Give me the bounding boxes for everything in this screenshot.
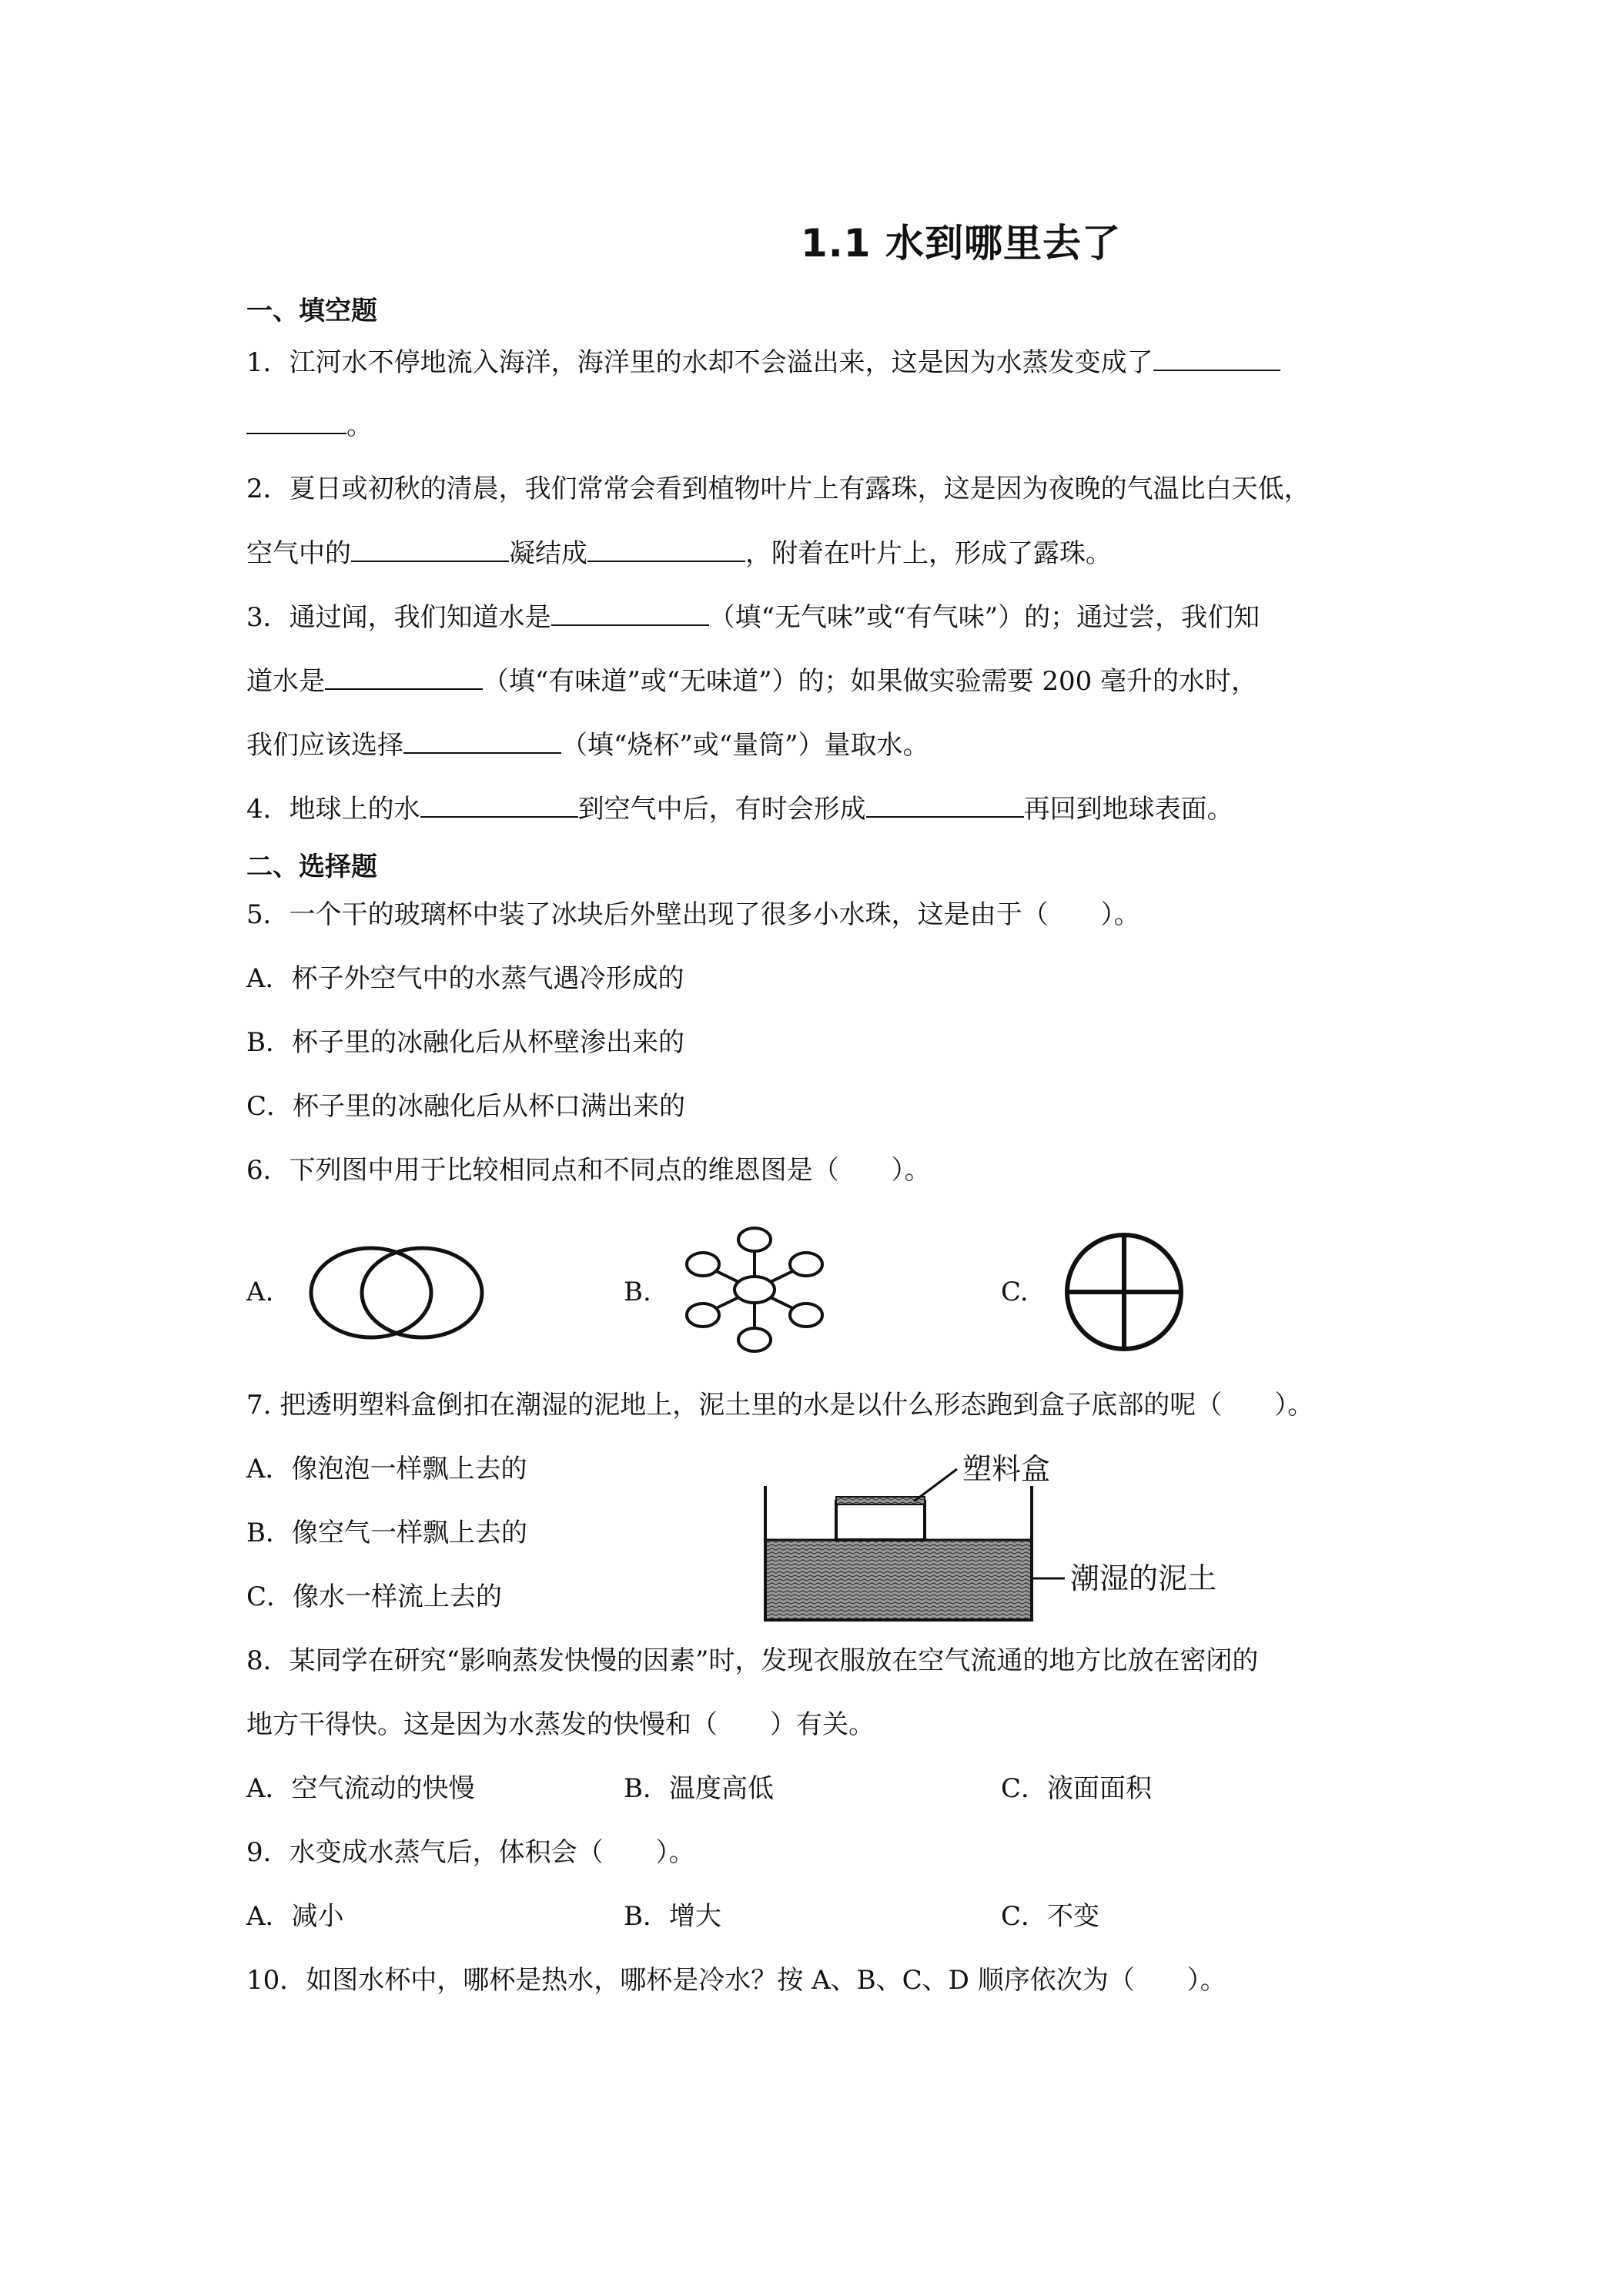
q2-text-a: 空气中的 (246, 538, 351, 569)
q6-option-c[interactable]: C. (1001, 1277, 1029, 1307)
q6-stem: 6．下列图中用于比较相同点和不同点的维恩图是（ ）。 (246, 1155, 931, 1186)
q9-option-b[interactable]: B．增大 (624, 1901, 721, 1932)
q3-text-c: 道水是 (246, 666, 325, 697)
q7-option-a[interactable]: A．像泡泡一样飘上去的 (246, 1454, 527, 1484)
venn-diagram-figure (308, 1243, 485, 1344)
q4-blank-2[interactable] (866, 793, 1024, 818)
q8-option-b[interactable]: B．温度高低 (624, 1773, 774, 1804)
q7-option-c[interactable]: C．像水一样流上去的 (246, 1581, 503, 1612)
q5-stem: 5．一个干的玻璃杯中装了冰块后外壁出现了很多小水珠，这是由于（ ）。 (246, 899, 1140, 930)
q10-stem: 10．如图水杯中，哪杯是热水，哪杯是冷水？按 A、B、C、D 顺序依次为（ ）。 (246, 1965, 1226, 1996)
bubble-map-figure (681, 1224, 828, 1355)
q8-line2: 地方干得快。这是因为水蒸发的快慢和（ ）有关。 (246, 1709, 875, 1740)
q2-text-b: 凝结成 (509, 538, 587, 569)
q3-text-a: 3．通过闻，我们知道水是 (246, 602, 551, 633)
q7-option-b[interactable]: B．像空气一样飘上去的 (246, 1518, 527, 1548)
q5-option-b[interactable]: B．杯子里的冰融化后从杯壁渗出来的 (246, 1027, 684, 1058)
q4-text-a: 4．地球上的水 (246, 794, 420, 825)
q5-option-c[interactable]: C．杯子里的冰融化后从杯口满出来的 (246, 1091, 686, 1122)
q1-text: 1．江河水不停地流入海洋，海洋里的水却不会溢出来，这是因为水蒸发变成了 (246, 347, 1153, 378)
q4-blank-1[interactable] (420, 793, 578, 818)
q3-text-e: 我们应该选择 (246, 730, 403, 761)
q8-option-a[interactable]: A．空气流动的快慢 (246, 1773, 475, 1804)
circle-quadrant-figure (1062, 1230, 1186, 1354)
q1-blank[interactable] (1153, 346, 1280, 371)
q4-text-c: 再回到地球表面。 (1023, 794, 1233, 825)
q9-option-c[interactable]: C．不变 (1001, 1901, 1100, 1932)
q3-text-d: （填“有味道”或“无味道”）的；如果做实验需要 200 毫升的水时， (483, 666, 1258, 697)
q1-line2 (246, 410, 373, 441)
q7-label-soil: 潮湿的泥土 (1070, 1561, 1217, 1595)
q7-stem: 7. 把透明塑料盒倒扣在潮湿的泥地上，泥土里的水是以什么形态跑到盒子底部的呢（ ）。 (246, 1390, 1314, 1421)
q1-end: 。 (346, 410, 373, 441)
q2-blank-1[interactable] (351, 537, 509, 562)
q5-option-a[interactable]: A．杯子外空气中的水蒸气遇冷形成的 (246, 963, 684, 994)
q3-line1 (246, 601, 1260, 633)
q4-text-b: 到空气中后，有时会形成 (577, 794, 866, 825)
q3-line2 (246, 665, 1257, 697)
q2-line1: 2．夏日或初秋的清晨，我们常常会看到植物叶片上有露珠，这是因为夜晚的气温比白天低， (246, 474, 1310, 504)
q3-blank-1[interactable] (551, 601, 709, 626)
q8-line1: 8．某同学在研究“影响蒸发快慢的因素”时，发现衣服放在空气流通的地方比放在密闭的 (246, 1645, 1259, 1676)
section-fill-heading: 一、填空题 (246, 296, 377, 326)
q3-blank-3[interactable] (403, 729, 561, 754)
q6-option-a[interactable]: A. (246, 1277, 274, 1307)
q9-stem: 9．水变成水蒸气后，体积会（ ）。 (246, 1837, 695, 1868)
q9-option-a[interactable]: A．减小 (246, 1901, 344, 1932)
soil-pointer-line (1030, 1571, 1069, 1586)
q3-line3 (246, 729, 929, 761)
q3-blank-2[interactable] (325, 665, 483, 690)
q1-line1 (246, 346, 1280, 378)
q4-line (246, 793, 1233, 825)
q7-label-box: 塑料盒 (962, 1452, 1051, 1486)
q2-text-c: ，附着在叶片上，形成了露珠。 (745, 538, 1112, 569)
page-title: 1.1 水到哪里去了 (801, 221, 1121, 266)
section-choice-heading: 二、选择题 (246, 852, 377, 882)
q3-text-b: （填“无气味”或“有气味”）的；通过尝，我们知 (708, 602, 1260, 633)
q6-option-b[interactable]: B. (624, 1277, 651, 1307)
q8-option-c[interactable]: C．液面面积 (1001, 1773, 1153, 1804)
q2-blank-2[interactable] (587, 537, 745, 562)
q3-text-f: （填“烧杯”或“量筒”）量取水。 (561, 730, 929, 761)
q2-line2 (246, 537, 1112, 569)
q1-blank-cont[interactable] (246, 410, 346, 434)
